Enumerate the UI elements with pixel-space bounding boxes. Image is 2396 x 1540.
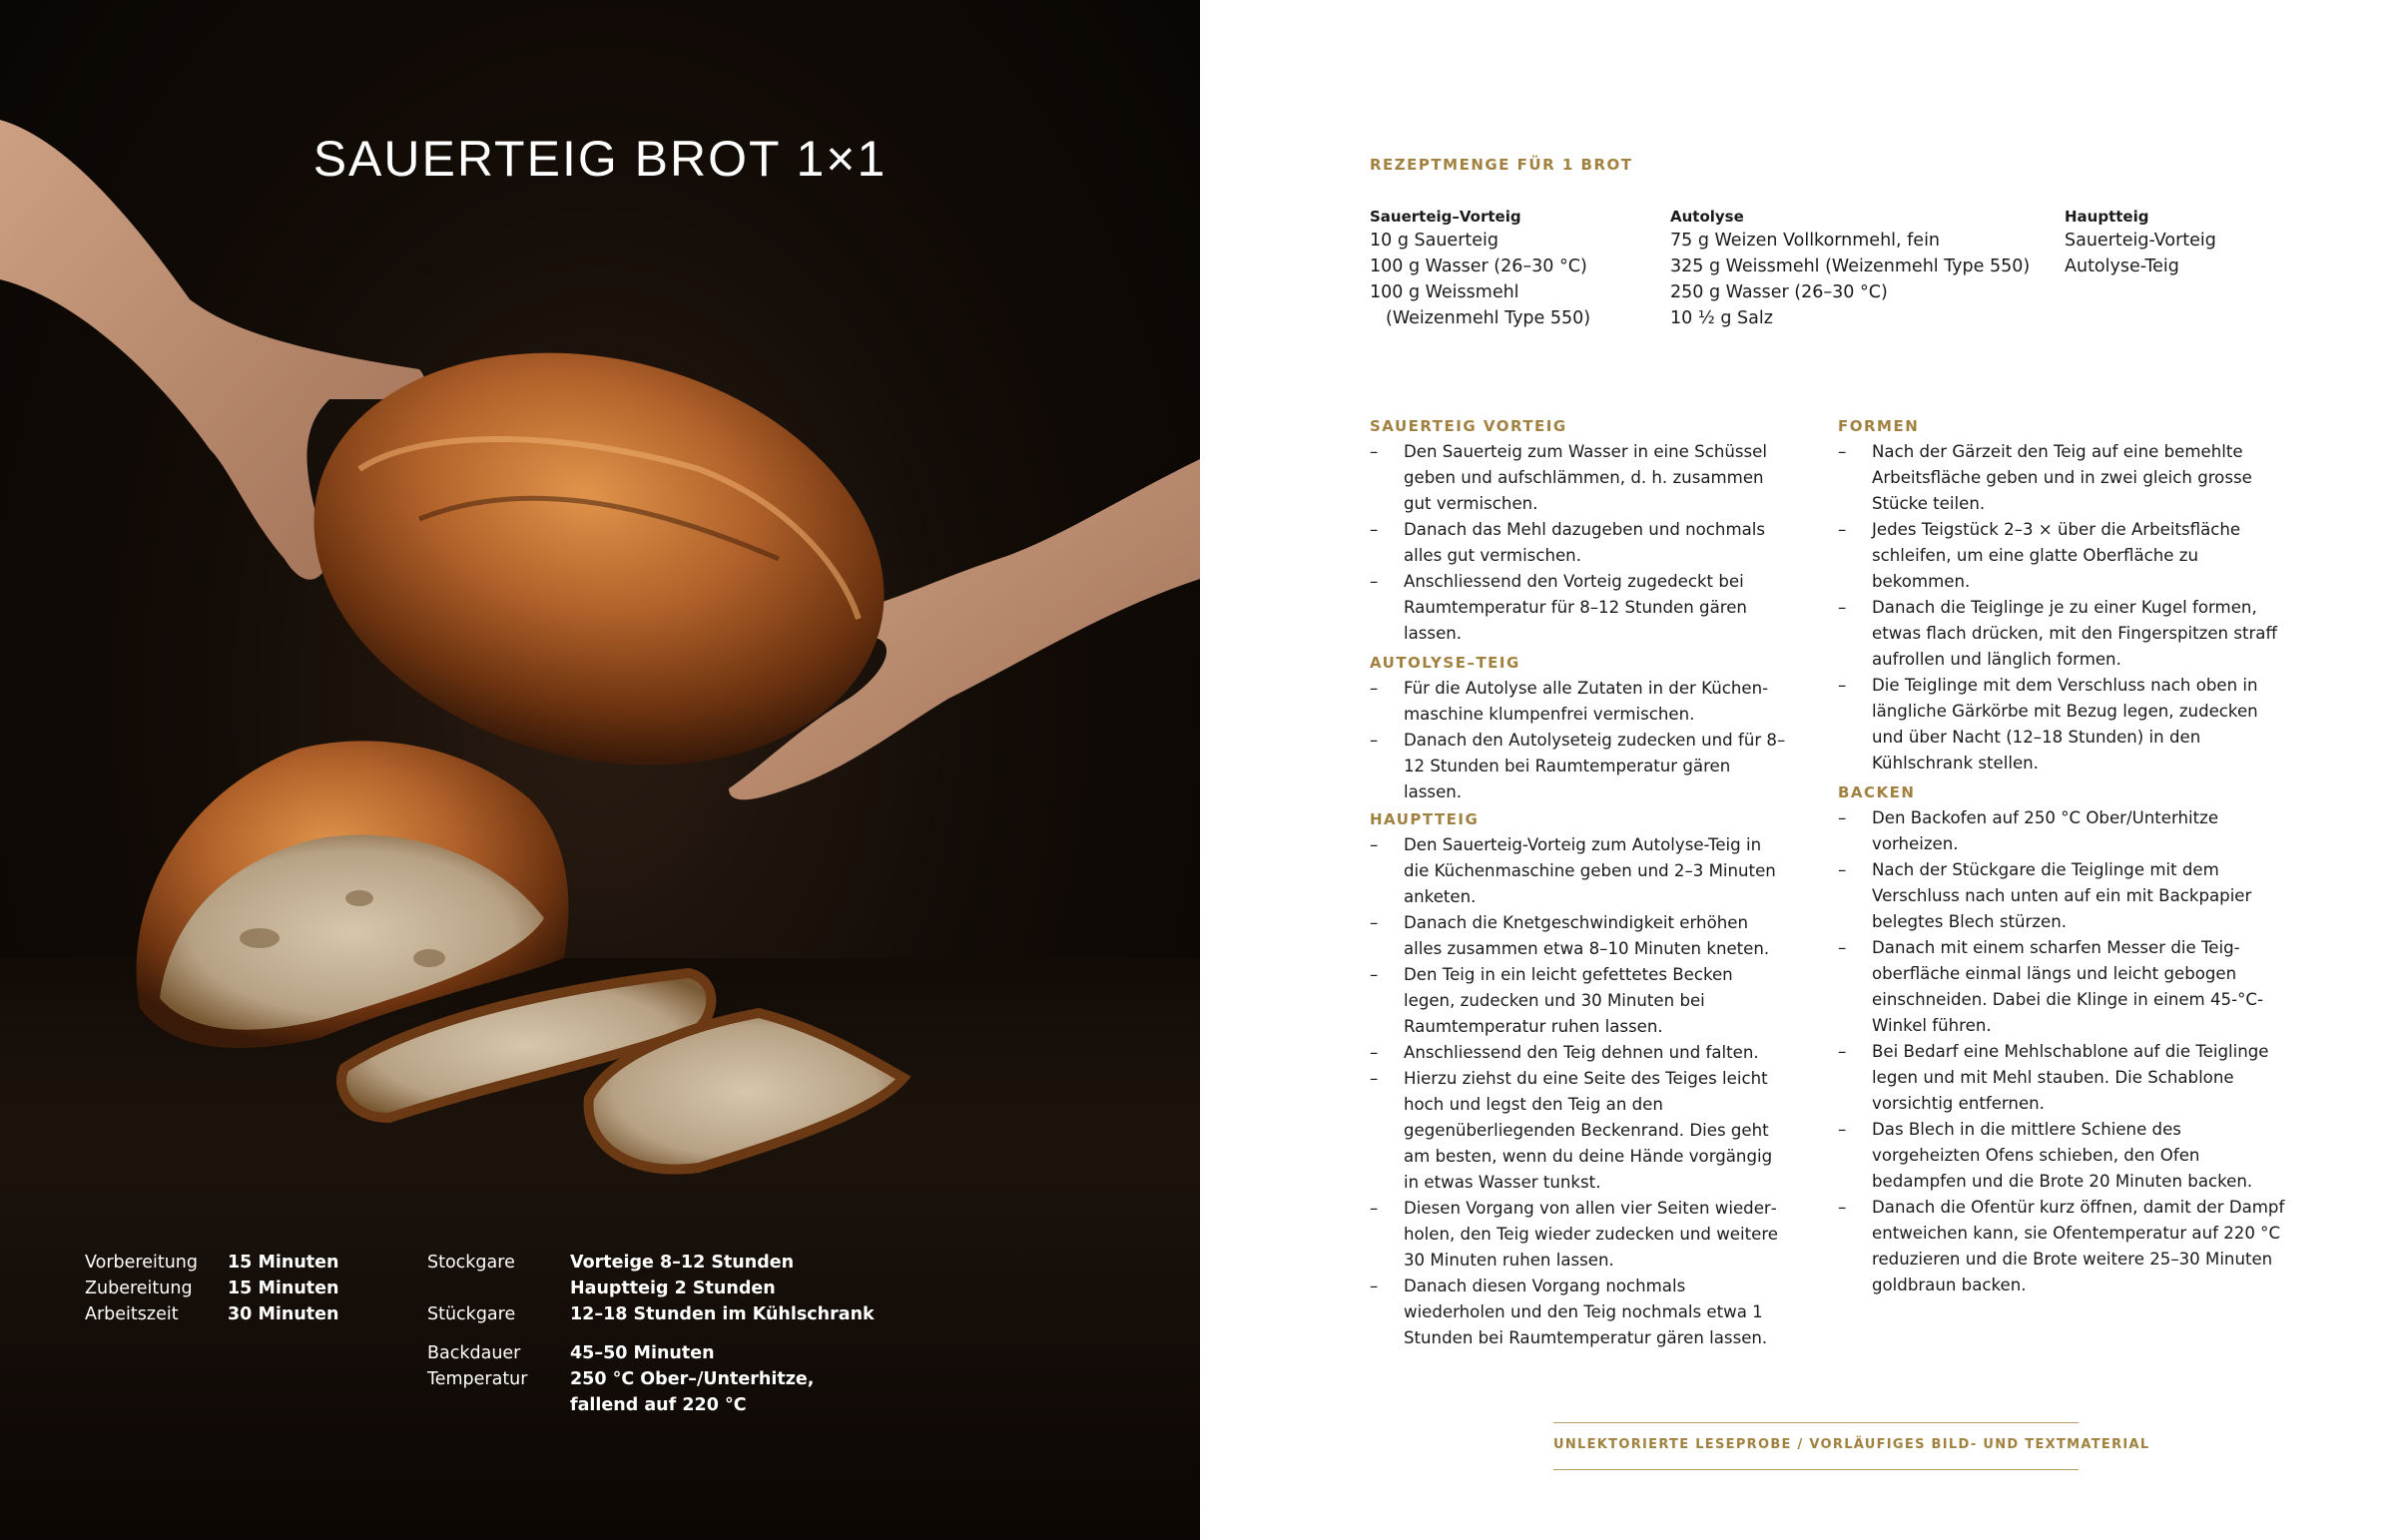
- step-item: – Den Teig in ein leicht gefettetes Becken legen, zudecken und 30 Minuten bei Raumtemperatur ruhen lassen.: [1370, 962, 1789, 1040]
- step-item: – Diesen Vorgang von allen vier Seiten wiederholen, den Teig wieder zudecken und weitere 30 Minuten ruhen lassen.: [1370, 1196, 1789, 1274]
- ingredient-item: 75 g Weizen Vollkornmehl, fein: [1670, 231, 1941, 251]
- stat-label-arbeitszeit: Arbeitszeit: [85, 1304, 179, 1324]
- ingredients-vorteig-title: Sauerteig–Vorteig: [1370, 208, 1521, 226]
- stat-value-temperatur-1: 250 °C Ober–/Unterhitze,: [570, 1369, 815, 1389]
- ingredients-autolyse-title: Autolyse: [1670, 208, 1744, 226]
- step-item: – Danach mit einem scharfen Messer die Teigoberfläche einmal längs und leicht gebogen einschneiden. Dabei die Klinge in einem 45-°C-Winkel führen.: [1838, 935, 2292, 1039]
- stat-label-backdauer: Backdauer: [427, 1343, 521, 1363]
- section-heading-vorteig: SAUERTEIG VORTEIG: [1370, 417, 1567, 435]
- ingredient-item: 10 ½ g Salz: [1670, 308, 1773, 328]
- ingredient-item: Sauerteig-Vorteig: [2065, 231, 2216, 251]
- stat-value-arbeitszeit: 30 Minuten: [228, 1304, 339, 1324]
- section-heading-backen: BACKEN: [1838, 783, 1916, 801]
- steps-hauptteig: [1370, 832, 1789, 1351]
- stat-value-stockgare-2: Hauptteig 2 Stunden: [570, 1279, 776, 1298]
- step-item: – Hierzu ziehst du eine Seite des Teiges leicht hoch und legst den Teig an den gegenüberliegenden Beckenrand. Dies geht am besten, wenn du deine Hände vorgängig in etwas Wasser tunkst.: [1370, 1066, 1789, 1196]
- step-item: – Die Teiglinge mit dem Verschluss nach oben in längliche Gärkörbe mit Bezug legen, zudecken und über Nacht (12–18 Stunden) in den Kühlschrank stellen.: [1838, 673, 2292, 776]
- stat-value-stueckgare: 12–18 Stunden im Kühlschrank: [570, 1304, 875, 1324]
- stat-label-temperatur: Temperatur: [427, 1369, 528, 1389]
- step-item: – Anschliessend den Teig dehnen und falten.: [1370, 1040, 1789, 1066]
- section-heading-formen: FORMEN: [1838, 417, 1920, 435]
- section-heading-hauptteig: HAUPTTEIG: [1370, 810, 1480, 828]
- step-item: – Danach die Ofentür kurz öffnen, damit der Dampf entweichen kann, sie Ofentemperatur auf 220 °C reduzieren und die Brote weitere 25–30 Minuten goldbraun backen.: [1838, 1195, 2292, 1298]
- stat-label-stockgare: Stockgare: [427, 1253, 515, 1273]
- footer-rule-bottom: [1553, 1469, 2079, 1470]
- ingredients-vorteig-list: [1370, 228, 1590, 331]
- ingredients-autolyse-list: [1670, 228, 2030, 331]
- stat-label-vorbereitung: Vorbereitung: [85, 1253, 198, 1273]
- steps-formen: [1838, 439, 2292, 776]
- step-item: – Den Sauerteig zum Wasser in eine Schüssel geben und aufschlämmen, d. h. zusammen gut vermischen.: [1370, 439, 1789, 517]
- step-item: – Jedes Teigstück 2–3 × über die Arbeitsfläche schleifen, um eine glatte Oberfläche zu bekommen.: [1838, 517, 2292, 595]
- ingredient-item: 250 g Wasser (26–30 °C): [1670, 282, 1888, 302]
- section-heading-autolyse: AUTOLYSE–TEIG: [1370, 654, 1520, 672]
- steps-vorteig: [1370, 439, 1789, 647]
- ingredients-hauptteig-list: [2065, 228, 2216, 279]
- ingredient-item: 10 g Sauerteig: [1370, 231, 1498, 251]
- step-item: – Den Backofen auf 250 °C Ober/Unterhitze vorheizen.: [1838, 805, 2292, 857]
- step-item: – Nach der Gärzeit den Teig auf eine bemehlte Arbeitsfläche geben und in zwei gleich grosse Stücke teilen.: [1838, 439, 2292, 517]
- ingredient-item: Autolyse-Teig: [2065, 257, 2179, 276]
- step-item: – Danach die Teiglinge je zu einer Kugel formen, etwas flach drücken, mit den Fingerspitzen straff aufrollen und länglich formen.: [1838, 595, 2292, 673]
- step-item: – Den Sauerteig-Vorteig zum Autolyse-Teig in die Küchenmaschine geben und 2–3 Minuten anketen.: [1370, 832, 1789, 910]
- step-item: – Anschliessend den Vorteig zugedeckt bei Raumtemperatur für 8–12 Stunden gären lassen.: [1370, 569, 1789, 647]
- footer-rule-top: [1553, 1422, 2079, 1423]
- stat-value-zubereitung: 15 Minuten: [228, 1279, 339, 1298]
- recipe-title: SAUERTEIG BROT 1×1: [312, 131, 888, 187]
- ingredient-item: 325 g Weissmehl (Weizenmehl Type 550): [1670, 257, 2031, 276]
- step-item: – Nach der Stückgare die Teiglinge mit dem Verschluss nach unten auf ein mit Backpapier belegtes Blech stürzen.: [1838, 857, 2292, 935]
- step-item: – Bei Bedarf eine Mehlschablone auf die Teiglinge legen und mit Mehl stauben. Die Schablone vorsichtig entfernen.: [1838, 1039, 2292, 1117]
- footer-note: UNLEKTORIERTE LESEPROBE / VORLÄUFIGES BILD- UND TEXTMATERIAL: [1553, 1437, 2150, 1452]
- stat-value-vorbereitung: 15 Minuten: [228, 1253, 339, 1273]
- ingredient-item: 100 g Weissmehl: [1370, 282, 1519, 302]
- step-item: – Danach die Knetgeschwindigkeit erhöhen alles zusammen etwa 8–10 Minuten kneten.: [1370, 910, 1789, 962]
- step-item: – Für die Autolyse alle Zutaten in der Küchenmaschine klumpenfrei vermischen.: [1370, 676, 1789, 728]
- ingredient-item: 100 g Wasser (26–30 °C): [1370, 257, 1587, 276]
- stat-value-backdauer: 45–50 Minuten: [570, 1343, 715, 1363]
- steps-backen: [1838, 805, 2292, 1298]
- step-item: – Danach das Mehl dazugeben und nochmals alles gut vermischen.: [1370, 517, 1789, 569]
- step-item: – Das Blech in die mittlere Schiene des vorgeheizten Ofens schieben, den Ofen bedampfen und die Brote 20 Minuten backen.: [1838, 1117, 2292, 1195]
- yield-heading: REZEPTMENGE FÜR 1 BROT: [1370, 156, 1633, 174]
- stat-value-stockgare-1: Vorteige 8–12 Stunden: [570, 1253, 795, 1273]
- ingredients-hauptteig-title: Hauptteig: [2065, 208, 2149, 226]
- stat-value-temperatur-2: fallend auf 220 °C: [570, 1395, 747, 1415]
- steps-autolyse: [1370, 676, 1789, 805]
- stat-label-stueckgare: Stückgare: [427, 1304, 516, 1324]
- right-page-recipe: [1200, 0, 2396, 1540]
- stat-label-zubereitung: Zubereitung: [85, 1279, 193, 1298]
- step-item: – Danach diesen Vorgang nochmals wiederholen und den Teig nochmals etwa 1 Stunden bei Raumtemperatur gären lassen.: [1370, 1274, 1789, 1351]
- ingredient-item: (Weizenmehl Type 550): [1386, 308, 1591, 328]
- step-item: – Danach den Autolyseteig zudecken und für 8–12 Stunden bei Raumtemperatur gären lassen.: [1370, 728, 1789, 805]
